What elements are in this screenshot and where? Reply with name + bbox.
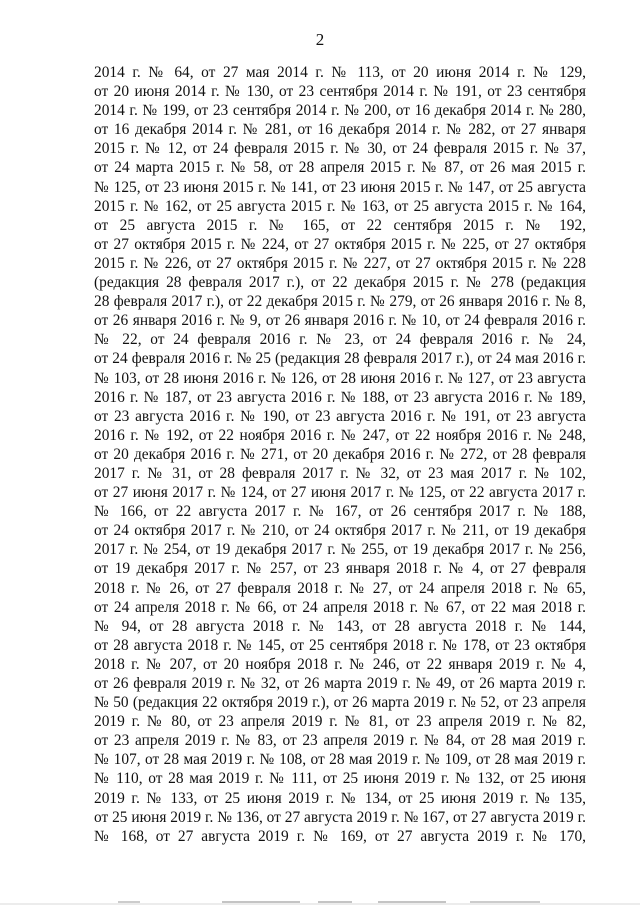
text-line: от 25 августа 2015 г. № 165, от 22 сентября 2015 г. № 192, bbox=[94, 216, 586, 234]
text-line: 2016 г. № 192, от 22 ноября 2016 г. № 247, от 22 ноября 2016 г. № 248, bbox=[94, 426, 586, 444]
text-line: (редакция 28 февраля 2017 г.), от 22 декабря 2015 г. № 278 (редакция bbox=[94, 274, 586, 292]
text-line: от 19 декабря 2017 г. № 257, от 23 января 2018 г. № 4, от 27 февраля bbox=[94, 560, 586, 578]
text-line: № 166, от 22 августа 2017 г. № 167, от 26 сентября 2017 г. № 188, bbox=[94, 503, 586, 521]
text-line: 2015 г. № 226, от 27 октября 2015 г. № 227, от 27 октября 2015 г. № 228 bbox=[94, 254, 586, 272]
text-line: 2018 г. № 26, от 27 февраля 2018 г. № 27, от 24 апреля 2018 г. № 65, bbox=[94, 579, 586, 597]
text-line: 2017 г. № 254, от 19 декабря 2017 г. № 255, от 19 декабря 2017 г. № 256, bbox=[94, 541, 586, 559]
text-line: 2019 г. № 133, от 25 июня 2019 г. № 134, от 25 июня 2019 г. № 135, bbox=[94, 789, 586, 807]
page-number: 2 bbox=[315, 30, 325, 49]
text-line: от 25 июня 2019 г. № 136, от 27 августа 2019 г. № 167, от 27 августа 2019 г. bbox=[94, 808, 586, 826]
text-line: 2015 г. № 162, от 25 августа 2015 г. № 163, от 25 августа 2015 г. № 164, bbox=[94, 197, 586, 215]
text-line: 2018 г. № 207, от 20 ноября 2018 г. № 246, от 22 января 2019 г. № 4, bbox=[94, 655, 586, 673]
text-line: от 20 декабря 2016 г. № 271, от 20 декабря 2016 г. № 272, от 28 февраля bbox=[94, 445, 586, 463]
text-line: 2014 г. № 64, от 27 мая 2014 г. № 113, от 20 июня 2014 г. № 129, bbox=[94, 64, 586, 81]
text-line: 2016 г. № 187, от 23 августа 2016 г. № 188, от 23 августа 2016 г. № 189, bbox=[94, 388, 586, 406]
text-line: № 103, от 28 июня 2016 г. № 126, от 28 июня 2016 г. № 127, от 23 августа bbox=[94, 369, 586, 387]
text-line: 2019 г. № 80, от 23 апреля 2019 г. № 81, от 23 апреля 2019 г. № 82, bbox=[94, 713, 586, 731]
text-line: от 26 января 2016 г. № 9, от 26 января 2016 г. № 10, от 24 февраля 2016 г. bbox=[94, 312, 586, 330]
scan-bottom-edge bbox=[0, 896, 640, 905]
text-line: 2014 г. № 199, от 23 сентября 2014 г. № 200, от 16 декабря 2014 г. № 280, bbox=[94, 102, 586, 120]
text-line: от 16 декабря 2014 г. № 281, от 16 декабря 2014 г. № 282, от 27 января bbox=[94, 121, 586, 139]
text-line: 2015 г. № 12, от 24 февраля 2015 г. № 30, от 24 февраля 2015 г. № 37, bbox=[94, 140, 586, 158]
text-line: от 24 октября 2017 г. № 210, от 24 октября 2017 г. № 211, от 19 декабря bbox=[94, 522, 586, 540]
text-line: № 168, от 27 августа 2019 г. № 169, от 27 августа 2019 г. № 170, bbox=[94, 827, 586, 845]
scan-artifact-marks bbox=[0, 896, 640, 905]
text-line: 28 февраля 2017 г.), от 22 декабря 2015 г. № 279, от 26 января 2016 г. № 8, bbox=[94, 293, 586, 311]
text-line: от 27 июня 2017 г. № 124, от 27 июня 2017 г. № 125, от 22 августа 2017 г. bbox=[94, 484, 586, 502]
text-line: от 23 августа 2016 г. № 190, от 23 августа 2016 г. № 191, от 23 августа bbox=[94, 407, 586, 425]
text-line: № 50 (редакция 22 октября 2019 г.), от 26 марта 2019 г. № 52, от 23 апреля bbox=[94, 694, 586, 712]
text-line: № 125, от 23 июня 2015 г. № 141, от 23 июня 2015 г. № 147, от 25 августа bbox=[94, 178, 586, 196]
text-line: от 28 августа 2018 г. № 145, от 25 сентября 2018 г. № 178, от 23 октября bbox=[94, 636, 586, 654]
text-line: от 24 марта 2015 г. № 58, от 28 апреля 2015 г. № 87, от 26 мая 2015 г. bbox=[94, 159, 586, 177]
body-text bbox=[94, 63, 586, 846]
text-line: от 26 февраля 2019 г. № 32, от 26 марта 2019 г. № 49, от 26 марта 2019 г. bbox=[94, 675, 586, 692]
text-line: от 23 апреля 2019 г. № 83, от 23 апреля 2019 г. № 84, от 28 мая 2019 г. bbox=[94, 732, 586, 750]
text-line: № 107, от 28 мая 2019 г. № 108, от 28 мая 2019 г. № 109, от 28 мая 2019 г. bbox=[94, 751, 586, 769]
text-line: № 110, от 28 мая 2019 г. № 111, от 25 июня 2019 г. № 132, от 25 июня bbox=[94, 770, 586, 788]
text-line: от 24 февраля 2016 г. № 25 (редакция 28 февраля 2017 г.), от 24 мая 2016 г. bbox=[94, 350, 586, 368]
text-line: № 94, от 28 августа 2018 г. № 143, от 28 августа 2018 г. № 144, bbox=[94, 617, 586, 635]
text-line: 2017 г. № 31, от 28 февраля 2017 г. № 32, от 23 мая 2017 г. № 102, bbox=[94, 464, 586, 482]
text-line: от 20 июня 2014 г. № 130, от 23 сентября 2014 г. № 191, от 23 сентября bbox=[94, 83, 586, 101]
text-line: № 22, от 24 февраля 2016 г. № 23, от 24 февраля 2016 г. № 24, bbox=[94, 331, 586, 349]
text-line: от 27 октября 2015 г. № 224, от 27 октября 2015 г. № 225, от 27 октября bbox=[94, 235, 586, 253]
text-line: от 24 апреля 2018 г. № 66, от 24 апреля 2018 г. № 67, от 22 мая 2018 г. bbox=[94, 598, 586, 616]
